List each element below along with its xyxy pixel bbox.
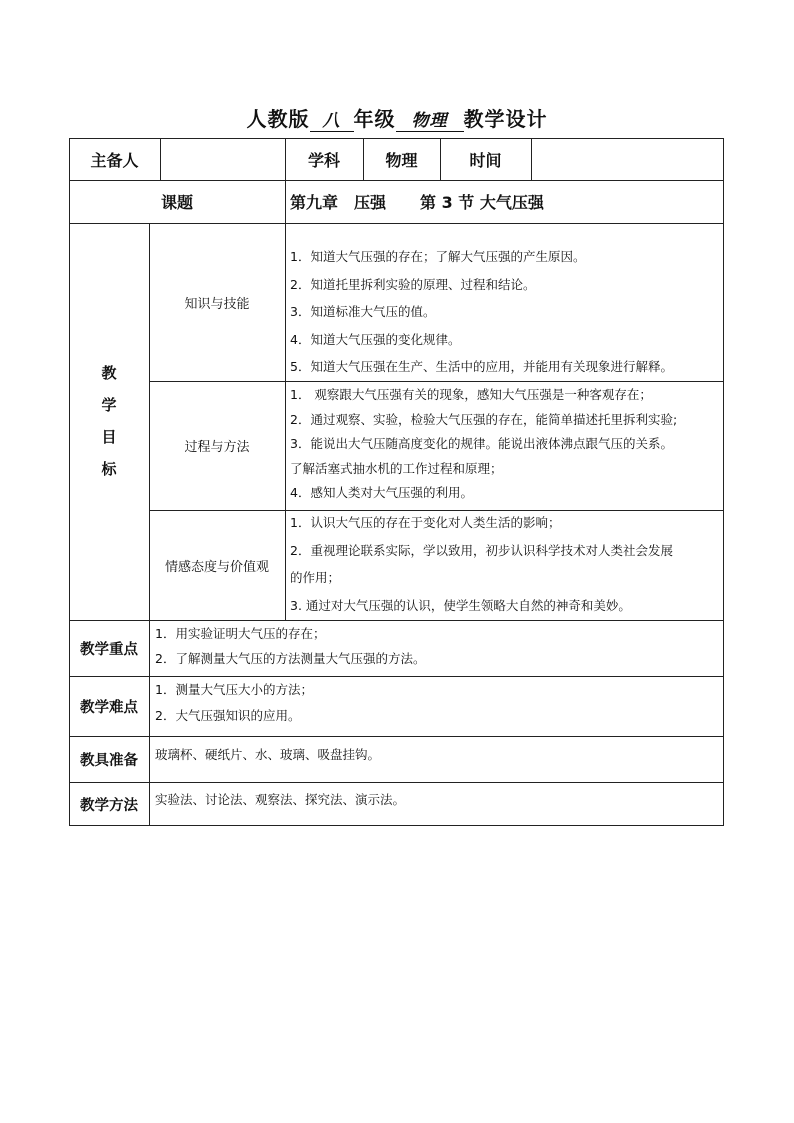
list-item: 2．了解测量大气压的方法测量大气压强的方法。 bbox=[155, 651, 426, 666]
list-item: 1．测量大气压大小的方法； bbox=[155, 682, 313, 697]
process-items bbox=[290, 383, 677, 506]
difficulties-items bbox=[155, 677, 313, 729]
list-item: 2．重视理论联系实际，学以致用，初步认识科学技术对人类社会发展 bbox=[290, 542, 673, 558]
list-item: 1． 观察跟大气压强有关的现象，感知大气压强是一种客观存在； bbox=[290, 387, 652, 402]
methods-label: 教学方法 bbox=[80, 797, 138, 814]
list-item: 1．认识大气压的存在于变化对人类生活的影响； bbox=[290, 515, 561, 530]
subject-label: 学科 bbox=[307, 150, 340, 170]
col-divider bbox=[149, 620, 150, 826]
topic-label: 课题 bbox=[160, 193, 193, 212]
preparer-value bbox=[160, 138, 285, 180]
list-item: 3. 通过对大气压强的认识，使学生领略大自然的神奇和美妙。 bbox=[290, 597, 631, 613]
attitude-label: 情感态度与价值观 bbox=[164, 560, 269, 575]
time-value bbox=[531, 138, 724, 180]
list-item: 2．通过观察、实验，检验大气压强的存在，能简单描述托里拆利实验; bbox=[290, 411, 678, 427]
list-item: 的作用； bbox=[290, 570, 341, 585]
topic-chapter: 第九章 压强 bbox=[290, 193, 387, 212]
topic-section: 第 3 节 大气压强 bbox=[420, 193, 544, 212]
methods-text: 实验法、讨论法、观察法、探究法、演示法。 bbox=[155, 792, 406, 807]
col-divider bbox=[285, 223, 286, 621]
process-label: 过程与方法 bbox=[184, 440, 250, 455]
list-item: 2．大气压强知识的应用。 bbox=[155, 708, 301, 723]
knowledge-label: 知识与技能 bbox=[184, 296, 250, 312]
topic-value bbox=[290, 180, 720, 223]
list-item: 4．感知人类对大气压强的利用。 bbox=[290, 485, 473, 500]
design-label: 教学设计 bbox=[463, 107, 548, 131]
materials-label: 教具准备 bbox=[80, 752, 138, 769]
grade-blank: 八 bbox=[310, 106, 354, 132]
subject-blank: 物理 bbox=[396, 106, 464, 132]
list-item: 1．用实验证明大气压的存在； bbox=[155, 626, 326, 641]
document-title bbox=[0, 103, 794, 132]
attitude-items bbox=[290, 509, 673, 619]
list-item: 2．知道托里拆利实验的原理、过程和结论。 bbox=[290, 276, 536, 292]
grade-label: 年级 bbox=[353, 107, 396, 131]
subject-value: 物理 bbox=[385, 150, 418, 170]
objectives-label: 教 学 目 标 bbox=[101, 364, 117, 478]
list-item: 3．能说出大气压随高度变化的规律。能说出液体沸点跟气压的关系。 bbox=[290, 436, 673, 451]
list-item: 5．知道大气压强在生产、生活中的应用，并能用有关现象进行解释。 bbox=[290, 359, 673, 374]
time-label: 时间 bbox=[469, 150, 502, 170]
list-item: 3．知道标准大气压的值。 bbox=[290, 304, 436, 319]
key-points-items bbox=[155, 621, 425, 671]
materials-text: 玻璃杯、硬纸片、水、玻璃、吸盘挂钩。 bbox=[155, 747, 381, 762]
list-item: 1．知道大气压强的存在；了解大气压强的产生原因。 bbox=[290, 249, 586, 264]
row-divider bbox=[69, 736, 724, 737]
list-item: 4．知道大气压强的变化规律。 bbox=[290, 331, 461, 347]
list-item: 了解活塞式抽水机的工作过程和原理； bbox=[290, 460, 503, 476]
preparer-label: 主备人 bbox=[90, 150, 139, 170]
key-points-label: 教学重点 bbox=[80, 641, 138, 658]
publisher-prefix: 人教版 bbox=[246, 107, 310, 131]
difficulties-label: 教学难点 bbox=[80, 699, 138, 716]
row-divider bbox=[69, 782, 724, 783]
knowledge-items bbox=[290, 243, 673, 381]
